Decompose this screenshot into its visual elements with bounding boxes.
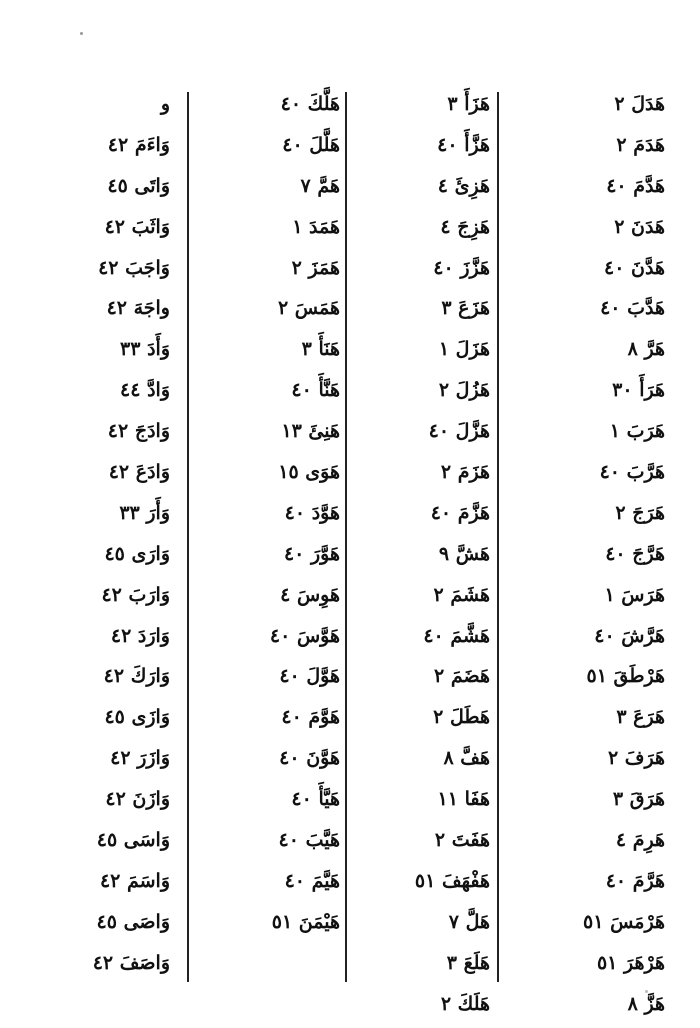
verb-entry: هَرَّشَ ٤٠: [594, 624, 665, 647]
verb-entry: هَزِجَ ٤: [440, 215, 490, 238]
verb-entry: هَزَأَ ٣: [447, 93, 490, 115]
verb-entry: وَاتَى ٤٥: [107, 174, 170, 197]
verb-entry: هَفَتَ ٢: [434, 829, 490, 852]
verb-entry: هَوَّسَ ٤٠: [269, 624, 340, 647]
verb-entry: هَزَّأَ ٤٠: [437, 133, 490, 156]
verb-entry: وَاسَمَ ٤٢: [99, 869, 170, 892]
verb-entry: هَمَّ ٧: [300, 174, 340, 197]
verb-entry: هَرَأَ ٣٠: [612, 379, 665, 402]
verb-entry: هَرَبَ ١: [609, 420, 665, 443]
verb-entry: هَدَنَ ٢: [614, 215, 665, 238]
verb-entry: هَيَّمَ ٤٠: [284, 869, 340, 892]
verb-entry: هَمَدَ ١: [292, 215, 340, 238]
verb-entry: وَاسَى ٤٥: [96, 829, 170, 852]
verb-entry: وَازَرَ ٤٢: [110, 747, 170, 770]
verb-entry: هَزِئَ ٤: [437, 174, 490, 197]
verb-entry: هَرَقَ ٣: [612, 788, 665, 811]
verb-entry: هَمَسَ ٢: [277, 297, 340, 320]
verb-entry: هَلَعَ ٣: [446, 951, 490, 974]
verb-entry: هَدَّبَ ٤٠: [600, 297, 665, 320]
verb-column-1: [505, 88, 665, 1028]
verb-entry: وَارَكَ ٤٢: [103, 665, 170, 688]
verb-entry: وَاثَبَ ٤٢: [104, 215, 170, 238]
verb-entry: هَفَا ١١: [437, 788, 490, 811]
verb-entry: هَلَّلَ ٤٠: [282, 133, 340, 156]
verb-entry: هَشَّ ٩: [438, 542, 490, 565]
verb-entry: وَادَّ ٤٤: [120, 379, 170, 402]
column-divider: [497, 92, 499, 982]
verb-entry: هَنَّأَ ٤٠: [291, 379, 340, 402]
verb-entry: هَوَّرَ ٤٠: [283, 542, 340, 565]
verb-entry: هَرَّمَ ٤٠: [605, 869, 665, 892]
verb-entry: وَارَدَ ٤٢: [110, 624, 170, 647]
verb-entry: هَفَّ ٨: [443, 747, 490, 770]
verb-entry: هَرَفَ ٢: [607, 747, 665, 770]
verb-entry: هَرَجَ ٢: [615, 501, 665, 524]
verb-entry: هَفْهَفَ ٥١: [414, 869, 490, 892]
verb-column-4: [45, 88, 170, 988]
verb-entry: هَدَّنَ ٤٠: [604, 256, 665, 279]
verb-entry: هَزُلَ ٢: [438, 379, 490, 402]
verb-entry: هَزَّمَ ٤٠: [430, 501, 490, 524]
verb-entry: وَارَى ٤٥: [104, 542, 170, 565]
verb-entry: هَرَّجَ ٤٠: [605, 542, 665, 565]
column-divider: [187, 92, 189, 982]
verb-entry: هَزَلَ ١: [438, 338, 490, 361]
verb-entry: هَدَّمَ ٤٠: [606, 174, 665, 197]
verb-entry: وَأَدَ ٣٣: [120, 338, 170, 361]
verb-entry: هَوَّلَ ٤٠: [279, 665, 340, 688]
verb-entry: هَوِسَ ٤: [280, 583, 340, 606]
verb-entry: وَادَعَ ٤٢: [108, 461, 170, 484]
scan-speck: [80, 32, 83, 35]
verb-entry: هَرَسَ ١: [604, 583, 665, 606]
verb-entry: هَشَّمَ ٤٠: [423, 624, 490, 647]
verb-entry: وَادَجَ ٤٢: [107, 420, 170, 443]
verb-entry: وَارَبَ ٤٢: [101, 583, 170, 606]
verb-entry: هَيْمَنَ ٥١: [271, 910, 340, 933]
verb-entry: هَرَعَ ٣: [616, 706, 665, 729]
column-divider: [345, 92, 347, 982]
verb-entry: هَوَّنَ ٤٠: [279, 747, 340, 770]
verb-column-2: [365, 88, 490, 1028]
verb-entry: هَلَّكَ ٤٠: [280, 93, 340, 115]
verb-entry: وَأَرَ ٣٣: [119, 501, 170, 524]
verb-entry: هَنِئَ ١٣: [281, 420, 340, 443]
verb-entry: هَوَى ١٥: [278, 461, 340, 484]
verb-entry: وَاصَى ٤٥: [96, 910, 170, 933]
verb-entry: هَشَمَ ٢: [433, 583, 490, 606]
verb-entry: هَزَّلَ ٤٠: [428, 420, 490, 443]
verb-entry: هَدَلَ ٢: [614, 93, 665, 115]
verb-entry: هَزَّ ٨: [627, 992, 665, 1015]
verb-entry: وَاءَمَ ٤٢: [107, 133, 170, 156]
verb-entry: وَازَى ٤٥: [104, 706, 170, 729]
verb-entry: هَوَّدَ ٤٠: [284, 501, 340, 524]
verb-entry: هَرْهَرَ ٥١: [596, 951, 665, 974]
verb-entry: وَاصَفَ ٤٢: [92, 951, 170, 974]
verb-entry: هَزَّزَ ٤٠: [433, 256, 490, 279]
verb-entry: واجَهَ ٤٢: [106, 297, 170, 320]
verb-entry: هَرَّ ٨: [627, 338, 665, 361]
verb-column-3: [210, 88, 340, 947]
verb-entry: هَنَأَ ٣: [301, 338, 340, 361]
verb-entry: هَيَّأَ ٤٠: [291, 788, 340, 811]
verb-entry: هَمَزَ ٢: [291, 256, 340, 279]
verb-entry: هَزَمَ ٢: [440, 461, 490, 484]
verb-entry: هَطَلَ ٢: [433, 706, 490, 729]
verb-entry: هَيَّبَ ٤٠: [278, 829, 340, 852]
verb-entry: هَدَمَ ٢: [616, 133, 665, 156]
verb-entry: هَلَكَ ٢: [440, 992, 490, 1015]
verb-entry: هَزَعَ ٣: [441, 297, 490, 320]
verb-entry: هَلَّ ٧: [448, 910, 490, 933]
verb-entry: هَرْطَقَ ٥١: [586, 665, 665, 688]
verb-entry: و: [160, 93, 170, 115]
verb-entry: هَضَمَ ٢: [434, 665, 490, 688]
verb-entry: هَرَّبَ ٤٠: [599, 461, 665, 484]
verb-entry: وَاجَبَ ٤٢: [98, 256, 170, 279]
verb-entry: هَوَّمَ ٤٠: [281, 706, 340, 729]
verb-entry: هَرْمَسَ ٥١: [583, 910, 665, 933]
verb-entry: هَرِمَ ٤: [615, 829, 665, 852]
verb-entry: وَازَنَ ٤٢: [105, 788, 170, 811]
